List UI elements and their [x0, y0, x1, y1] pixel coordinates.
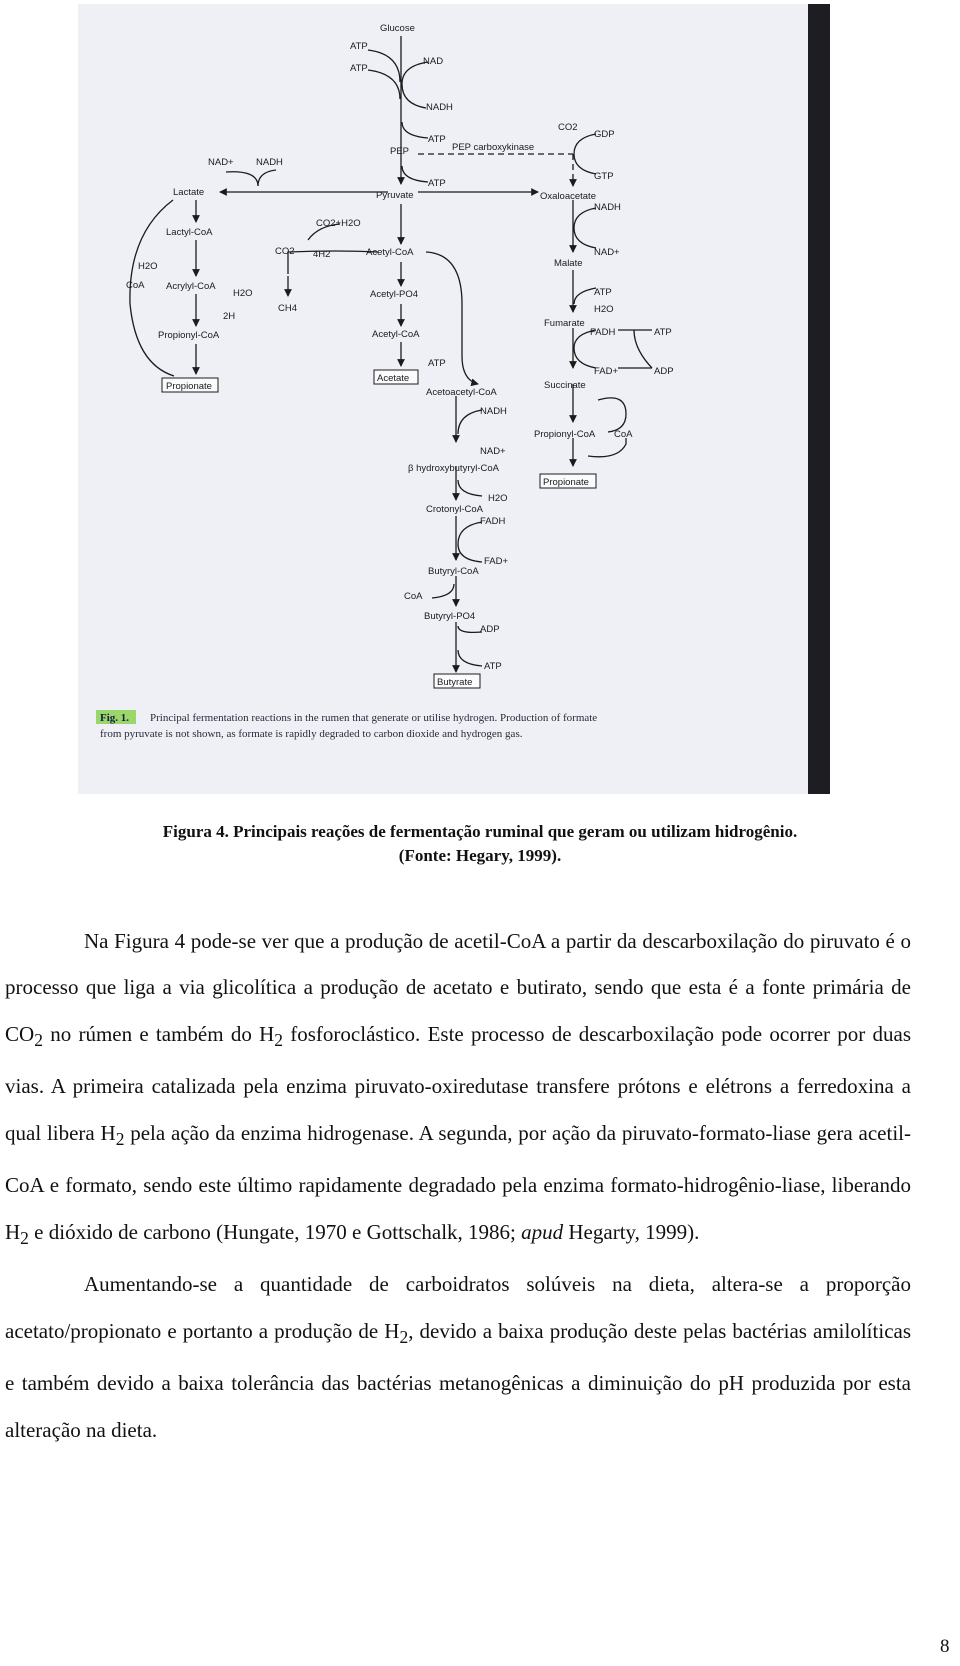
label-crotonyl-coa: Crotonyl-CoA: [426, 504, 484, 515]
label-fadh-1: FADH: [590, 327, 616, 338]
atp-h2o-curl: [574, 288, 596, 304]
label-2h: 2H: [223, 311, 236, 322]
nad-lactate-curl: [226, 170, 276, 186]
label-atp-5: ATP: [594, 287, 612, 298]
label-fad-plus-1: FAD+: [594, 366, 619, 377]
subscript-2: 2: [399, 1327, 409, 1347]
label-coa-1: CoA: [126, 280, 145, 291]
h2o-curl-b: [458, 480, 482, 496]
label-gdp: GDP: [594, 129, 615, 140]
label-h2o-3: H2O: [594, 304, 614, 315]
label-fadh-2: FADH: [480, 516, 506, 527]
label-co2-1: CO2: [558, 122, 578, 133]
body-text: [5, 918, 911, 1453]
p1-text-d: pela ação da enzima hidrogenase. A segunda, por ação da piruvato-formato-liase gera acetil-CoA e formato, sendo este último rapidamente degradado pela enzima formato-hidrogênio-liase, liberando H: [5, 1120, 911, 1244]
label-malate: Malate: [554, 258, 583, 269]
adp-curl-b: [458, 626, 482, 632]
p1-apud: apud: [521, 1219, 564, 1244]
label-pyruvate: Pyruvate: [376, 190, 414, 201]
p2-text-b: , devido a baixa produção deste pelas bactérias amilolíticas e também devido a baixa tolerância das bactérias metanogênicas a diminuição do pH produzida por esta alteração na dieta.: [5, 1318, 912, 1442]
subscript-2: 2: [115, 1129, 125, 1149]
subscript-2: 2: [34, 1030, 43, 1050]
label-h2o-2: H2O: [233, 288, 253, 299]
label-propionyl-coa-2: Propionyl-CoA: [534, 429, 596, 440]
p2-text-a: Aumentando-se a quantidade de carboidratos solúveis na dieta, altera-se a proporção acetato/propionato e portanto a produção de H: [5, 1272, 911, 1343]
atp-adp-curl: [634, 330, 652, 368]
atp-curl: [368, 50, 400, 82]
label-acetoacetyl-coa: Acetoacetyl-CoA: [426, 387, 497, 398]
label-atp-6: ATP: [654, 327, 672, 338]
label-ch4: CH4: [278, 303, 298, 314]
label-nadh-2: NADH: [256, 157, 283, 168]
p1-text-c: fosforoclástico. Este processo de descarboxilação pode ocorrer por duas vias. A primeira catalizada pela enzima piruvato-oxiredutase transfere prótons e elétrons a ferredoxina a qual libera H: [5, 1021, 912, 1145]
label-acetyl-po4: Acetyl-PO4: [370, 289, 419, 300]
label-atp-1: ATP: [350, 41, 368, 52]
label-b-hydroxybutyryl-coa: β hydroxybutyryl-CoA: [408, 463, 499, 474]
acetyl-to-acetoacetyl-arc: [426, 252, 462, 356]
atp-curl-2: [368, 70, 400, 99]
co2-gdp-curl: [574, 134, 596, 174]
atp-out-curl-2: [402, 166, 428, 182]
label-pep-carboxykinase: PEP carboxykinase: [452, 142, 535, 153]
inset-caption-line2: from pyruvate is not shown, as formate is rapidly degraded to carbon dioxide and hydrogen gas.: [100, 728, 523, 740]
subscript-2: 2: [274, 1030, 284, 1050]
nadh-nad-curl: [574, 208, 596, 248]
label-coa-3: CoA: [404, 591, 423, 602]
coa-recycle-right: [598, 398, 626, 432]
label-atp-8: ATP: [484, 661, 502, 672]
scan-shadow-edge: [808, 4, 830, 794]
inset-fig-tag: Fig. 1.: [100, 712, 130, 724]
label-atp-7: ATP: [428, 358, 446, 369]
nad-curl: [402, 62, 428, 108]
atp-out-curl: [402, 122, 428, 138]
label-lactate: Lactate: [173, 187, 205, 198]
label-lactyl-coa: Lactyl-CoA: [166, 227, 213, 238]
label-adp-1: ADP: [654, 366, 674, 377]
label-oxaloacetate: Oxaloacetate: [540, 191, 596, 202]
label-acetyl-coa-2: Acetyl-CoA: [372, 329, 420, 340]
page-number: 8: [940, 1636, 950, 1657]
label-acrylyl-coa: Acrylyl-CoA: [166, 281, 216, 292]
paragraph-1: [5, 918, 911, 1261]
label-succinate: Succinate: [544, 380, 586, 391]
label-pep: PEP: [390, 146, 410, 157]
label-butyryl-coa: Butyryl-CoA: [428, 566, 479, 577]
coa-right-return: [588, 438, 626, 457]
p1-text-a: Na Figura 4 pode-se ver que a produção de acetil-CoA a partir da descarboxilação do piruvato é o processo que liga a via glicolítica a produção de acetato e butirato, sendo que esta é a fonte primária de CO: [5, 929, 911, 1046]
label-h2o-4: H2O: [488, 493, 508, 504]
label-acetyl-coa-1: Acetyl-CoA: [366, 247, 414, 258]
atp-curl-b: [458, 650, 482, 666]
coa-curl-b: [432, 584, 454, 598]
label-acetate: Acetate: [377, 373, 410, 384]
fermentation-pathway-diagram: [78, 4, 808, 794]
label-propionate-left: Propionate: [166, 381, 212, 392]
p1-text-f: Hegarty, 1999).: [563, 1219, 700, 1244]
inset-caption-line1: Principal fermentation reactions in the rumen that generate or utilise hydrogen. Production of formate: [150, 712, 598, 724]
acetyl-to-co2-line: [288, 251, 378, 274]
label-4h2: 4H2: [313, 249, 331, 260]
label-atp-4: ATP: [428, 178, 446, 189]
fadh-curl-b: [458, 522, 482, 562]
subscript-2: 2: [20, 1228, 29, 1248]
label-gtp: GTP: [594, 171, 614, 182]
p1-text-e: e dióxido de carbono (Hungate, 1970 e Gottschalk, 1986;: [28, 1219, 522, 1244]
label-propionate-right: Propionate: [543, 477, 589, 488]
label-fad-plus-2: FAD+: [484, 556, 509, 567]
label-h2o-1: H2O: [138, 261, 158, 272]
label-coa-2: CoA: [614, 429, 633, 440]
label-nad-plus-1: NAD+: [208, 157, 234, 168]
arc-end: [462, 356, 478, 384]
label-adp-2: ADP: [480, 624, 500, 635]
label-butyrate: Butyrate: [437, 677, 473, 688]
label-nadh-1: NADH: [426, 102, 453, 113]
nadh-curl-b: [458, 410, 482, 434]
label-nad-plus-2: NAD+: [594, 247, 620, 258]
label-co2-h2o: CO2+H2O: [316, 218, 361, 229]
figure-caption-line2: (Fonte: Hegary, 1999).: [398, 846, 562, 865]
label-atp-3: ATP: [428, 134, 446, 145]
label-nad-1: NAD: [423, 56, 444, 67]
label-atp-2: ATP: [350, 63, 368, 74]
label-propionyl-coa-1: Propionyl-CoA: [158, 330, 220, 341]
p1-text-b: no rúmen e também do H: [42, 1021, 275, 1046]
label-nadh-3: NADH: [594, 202, 621, 213]
label-butyryl-po4: Butyryl-PO4: [424, 611, 476, 622]
figure-caption-line1: Figura 4. Principais reações de fermentação ruminal que geram ou utilizam hidrogênio.: [162, 822, 798, 841]
label-fumarate: Fumarate: [544, 318, 585, 329]
label-glucose: Glucose: [380, 23, 415, 34]
paragraph-2: [5, 1261, 911, 1453]
label-nadh-4: NADH: [480, 406, 507, 417]
label-co2-2: CO2: [275, 246, 295, 257]
label-nad-plus-3: NAD+: [480, 446, 506, 457]
